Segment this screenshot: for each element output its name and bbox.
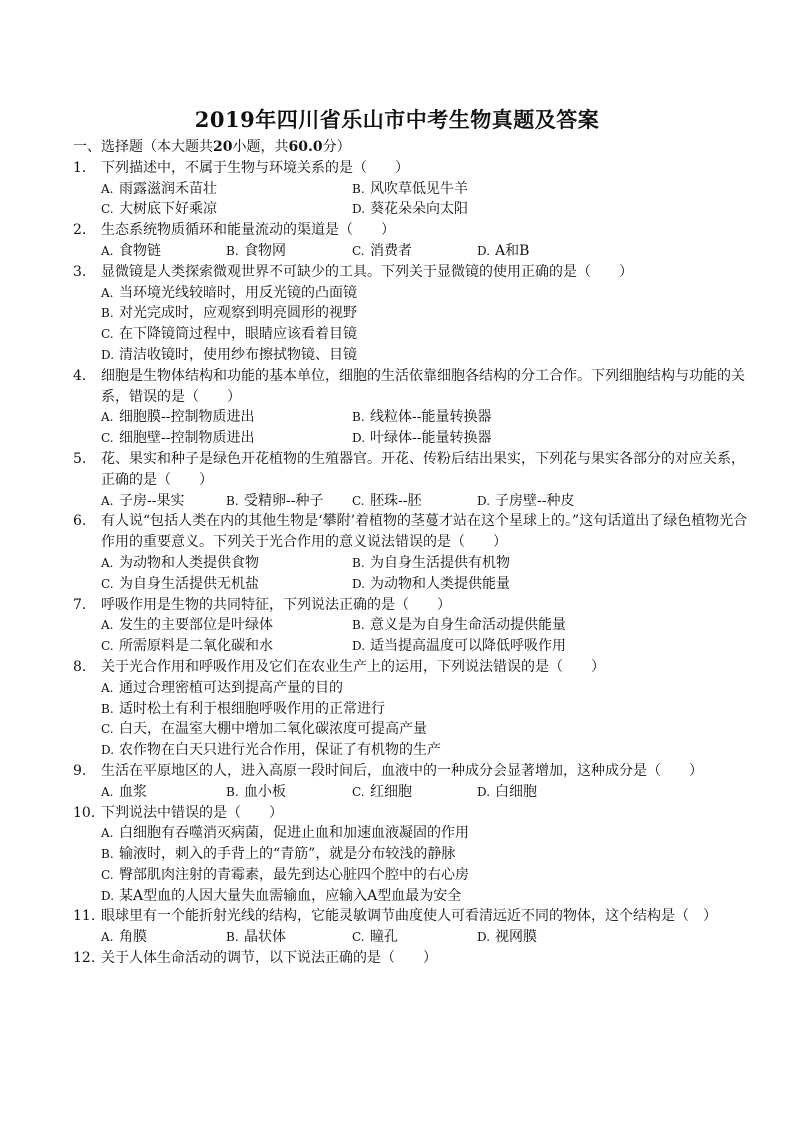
option-b (101, 303, 748, 324)
option-text: 通过合理密植可达到提高产量的目的 (119, 679, 343, 696)
options (101, 491, 748, 512)
option-a (101, 179, 352, 200)
option-text: 臀部肌肉注射的青霉素，最先到达心脏四个腔中的右心房 (119, 866, 469, 883)
option-letter: D. (352, 576, 366, 591)
question-stem-row (73, 803, 748, 824)
question-count: 20 (213, 139, 233, 155)
option-text: 为自身生活提供无机盐 (119, 575, 259, 592)
option-letter: B. (226, 243, 239, 258)
option-letter: C. (101, 867, 114, 882)
question-5 (73, 449, 748, 511)
option-letter: B. (226, 930, 239, 945)
question-number: 5. (73, 450, 87, 467)
option-text: 瞳孔 (370, 929, 398, 946)
option-text: 白细胞有吞噬消灭病菌，促进止血和加速血液凝固的作用 (119, 825, 469, 842)
section-heading (73, 137, 748, 158)
option-text: 线粒体--能量转换器 (370, 409, 492, 426)
options (101, 782, 748, 803)
option-text: 血小板 (244, 783, 286, 800)
option-b (352, 179, 603, 200)
question-4 (73, 366, 748, 449)
option-text: 意义是为自身生命活动提供能量 (370, 617, 566, 634)
option-text: 所需原料是二氧化碳和水 (119, 638, 273, 655)
option-letter: D. (352, 639, 366, 654)
question-stem: 有人说“包括人类在内的其他生物是‘攀附’着植物的茎蔓才站在这个星球上的。”这句话道出了绿色植物光合作用的重要意义。下列关于光合作用的意义说法错误的是（ ） (101, 513, 748, 551)
option-text: 农作物在白天只进行光合作用，保证了有机物的生产 (119, 742, 441, 759)
option-a (101, 782, 226, 803)
option-letter: A. (101, 618, 114, 633)
option-text: 输液时，刺入的手背上的“青筋”，就是分布较浅的静脉 (119, 846, 456, 863)
option-c (101, 865, 748, 886)
option-text: 发生的主要部位是叶绿体 (119, 617, 273, 634)
option-text: 雨露滋润禾苗壮 (119, 180, 217, 197)
option-a (101, 407, 352, 428)
question-number: 4. (73, 367, 87, 384)
option-a (101, 823, 748, 844)
option-text: 子房--果实 (119, 492, 185, 509)
question-1 (73, 158, 748, 220)
option-c (352, 927, 477, 948)
option-a (101, 927, 226, 948)
option-text: 胚珠--胚 (370, 492, 422, 509)
question-stem: 关于人体生命活动的调节，以下说法正确的是（ ） (101, 950, 437, 967)
question-stem-row (73, 761, 748, 782)
option-a (101, 491, 226, 512)
option-text: 血浆 (119, 783, 147, 800)
question-number: 1. (73, 159, 87, 176)
options (101, 927, 748, 948)
option-letter: D. (101, 888, 115, 903)
option-c (101, 199, 352, 220)
option-d (477, 782, 602, 803)
option-d (101, 740, 748, 761)
section-suffix: 分） (322, 139, 351, 155)
options (101, 179, 748, 221)
option-b (352, 553, 603, 574)
question-stem: 生活在平原地区的人，进入高原一段时间后，血液中的一种成分会显著增加，这种成分是（ ） (101, 762, 703, 779)
option-letter: C. (101, 431, 114, 446)
total-score: 60.0 (288, 139, 323, 155)
option-text: 大树底下好乘凉 (119, 201, 217, 218)
option-letter: C. (352, 930, 365, 945)
question-number: 7. (73, 596, 87, 613)
option-letter: A. (101, 410, 114, 425)
option-letter: B. (226, 493, 239, 508)
option-letter: A. (101, 930, 114, 945)
question-number: 6. (73, 513, 87, 530)
option-d (477, 491, 602, 512)
option-text: 当环境光线较暗时，用反光镜的凸面镜 (119, 284, 357, 301)
question-stem: 眼球里有一个能折射光线的结构，它能灵敏调节曲度使人可看清远近不同的物体，这个结构是（ ） (101, 908, 717, 925)
option-c (101, 324, 748, 345)
option-text: 食物链 (119, 242, 161, 259)
question-2 (73, 220, 748, 262)
option-letter: C. (101, 327, 114, 342)
question-number: 11. (73, 908, 96, 925)
option-text: 在下降镜筒过程中，眼睛应该看着目镜 (119, 326, 357, 343)
option-letter: D. (477, 243, 491, 258)
question-stem: 生态系统物质循环和能量流动的渠道是（ ） (101, 222, 395, 239)
option-d (101, 886, 748, 907)
question-stem-row (73, 220, 748, 241)
option-letter: D. (477, 930, 491, 945)
option-d (352, 574, 603, 595)
option-letter: A. (101, 784, 114, 799)
option-letter: A. (101, 555, 114, 570)
option-text: 晶状体 (244, 929, 286, 946)
question-list (73, 137, 748, 969)
question-7 (73, 595, 748, 657)
option-letter: C. (352, 243, 365, 258)
question-8 (73, 657, 748, 761)
option-letter: B. (101, 306, 114, 321)
option-text: 风吹草低见牛羊 (370, 180, 468, 197)
question-stem-row (73, 511, 748, 553)
question-9 (73, 761, 748, 803)
options (101, 407, 748, 449)
option-c (352, 241, 477, 262)
option-d (352, 199, 603, 220)
question-stem-row (73, 262, 748, 283)
question-stem-row (73, 158, 748, 179)
option-text: 角膜 (119, 929, 147, 946)
option-c (101, 719, 748, 740)
question-stem: 关于光合作用和呼吸作用及它们在农业生产上的运用，下列说法错误的是（ ） (101, 658, 605, 675)
option-c (101, 636, 352, 657)
option-letter: D. (101, 743, 115, 758)
question-3 (73, 262, 748, 366)
option-b (101, 699, 748, 720)
option-d (352, 636, 603, 657)
option-c (352, 782, 477, 803)
option-a (101, 283, 748, 304)
option-letter: B. (352, 555, 365, 570)
option-d (101, 345, 748, 366)
options (101, 678, 748, 761)
option-text: 适时松土有利于根细胞呼吸作用的正常进行 (119, 700, 385, 717)
option-text: 清洁收镜时，使用纱布擦拭物镜、目镜 (119, 346, 357, 363)
option-letter: C. (352, 784, 365, 799)
option-a (101, 241, 226, 262)
option-a (101, 553, 352, 574)
option-b (226, 927, 352, 948)
option-letter: A. (101, 181, 114, 196)
question-stem: 下判说法中错误的是（ ） (101, 804, 283, 821)
option-text: 子房壁--种皮 (495, 492, 575, 509)
option-b (352, 615, 603, 636)
option-b (226, 491, 352, 512)
question-stem-row (73, 906, 748, 927)
option-letter: A. (101, 285, 114, 300)
question-11 (73, 906, 748, 948)
question-stem: 显微镜是人类探索微观世界不可缺少的工具。下列关于显微镜的使用正确的是（ ） (101, 263, 633, 280)
option-text: 消费者 (370, 242, 412, 259)
option-text: 受精卵--种子 (244, 492, 324, 509)
options (101, 283, 748, 366)
option-letter: B. (352, 618, 365, 633)
option-text: 适当提高温度可以降低呼吸作用 (370, 638, 566, 655)
option-text: 为动物和人类提供食物 (119, 554, 259, 571)
option-b (101, 844, 748, 865)
option-letter: A. (101, 826, 114, 841)
document-title: 2019年四川省乐山市中考生物真题及答案 (194, 107, 600, 132)
question-stem-row (73, 449, 748, 491)
question-6 (73, 511, 748, 594)
section-prefix: 一、选择题（本大题共 (73, 139, 213, 155)
option-text: 葵花朵朵向太阳 (370, 201, 468, 218)
question-number: 10. (73, 804, 96, 821)
option-text: 细胞壁--控制物质进出 (119, 430, 255, 447)
option-letter: C. (101, 639, 114, 654)
option-text: A和B (495, 242, 530, 259)
option-text: 白天，在温室大棚中增加二氧化碳浓度可提高产量 (119, 721, 427, 738)
option-letter: A. (101, 493, 114, 508)
question-stem-row (73, 948, 748, 969)
question-stem-row (73, 366, 748, 408)
option-letter: B. (101, 847, 114, 862)
option-text: 叶绿体--能量转换器 (370, 430, 492, 447)
option-c (101, 428, 352, 449)
question-stem: 呼吸作用是生物的共同特征，下列说法正确的是（ ） (101, 596, 451, 613)
question-stem-row (73, 595, 748, 616)
options (101, 241, 748, 262)
option-text: 某A型血的人因大量失血需输血，应输入A型血最为安全 (119, 887, 462, 904)
question-stem: 细胞是生物体结构和功能的基本单位，细胞的生活依靠细胞各结构的分工合作。下列细胞结构与功能的关系，错误的是（ ） (101, 367, 745, 405)
option-a (101, 678, 748, 699)
option-text: 红细胞 (370, 783, 412, 800)
question-number: 12. (73, 950, 96, 967)
option-letter: D. (477, 784, 491, 799)
question-number: 2. (73, 222, 87, 239)
option-text: 为动物和人类提供能量 (370, 575, 510, 592)
option-letter: D. (352, 202, 366, 217)
option-letter: C. (101, 722, 114, 737)
option-c (352, 491, 477, 512)
option-d (477, 241, 602, 262)
question-12 (73, 948, 748, 969)
option-letter: A. (101, 243, 114, 258)
question-number: 9. (73, 762, 87, 779)
question-number: 8. (73, 658, 87, 675)
option-text: 食物网 (244, 242, 286, 259)
question-10 (73, 803, 748, 907)
question-stem-row (73, 657, 748, 678)
option-text: 白细胞 (495, 783, 537, 800)
option-a (101, 615, 352, 636)
option-text: 为自身生活提供有机物 (370, 554, 510, 571)
option-letter: B. (226, 784, 239, 799)
options (101, 823, 748, 906)
option-c (101, 574, 352, 595)
option-d (477, 927, 602, 948)
option-letter: C. (101, 576, 114, 591)
option-letter: B. (352, 181, 365, 196)
option-b (226, 782, 352, 803)
option-letter: D. (477, 493, 491, 508)
option-letter: B. (352, 410, 365, 425)
option-letter: A. (101, 680, 114, 695)
option-d (352, 428, 603, 449)
option-text: 视网膜 (495, 929, 537, 946)
section-mid: 小题，共 (232, 139, 289, 155)
question-number: 3. (73, 263, 87, 280)
question-stem: 下列描述中，不属于生物与环境关系的是（ ） (101, 159, 409, 176)
options (101, 615, 748, 657)
option-text: 对光完成时，应观察到明亮圆形的视野 (119, 305, 357, 322)
options (101, 553, 748, 595)
option-letter: D. (352, 431, 366, 446)
option-letter: D. (101, 347, 115, 362)
option-b (226, 241, 352, 262)
option-text: 细胞膜--控制物质进出 (119, 409, 255, 426)
question-stem: 花、果实和种子是绿色开花植物的生殖器官。开花、传粉后结出果实，下列花与果实各部分的对应关系，正确的是（ ） (101, 450, 745, 488)
option-letter: C. (101, 202, 114, 217)
option-letter: C. (352, 493, 365, 508)
option-b (352, 407, 603, 428)
option-letter: B. (101, 701, 114, 716)
